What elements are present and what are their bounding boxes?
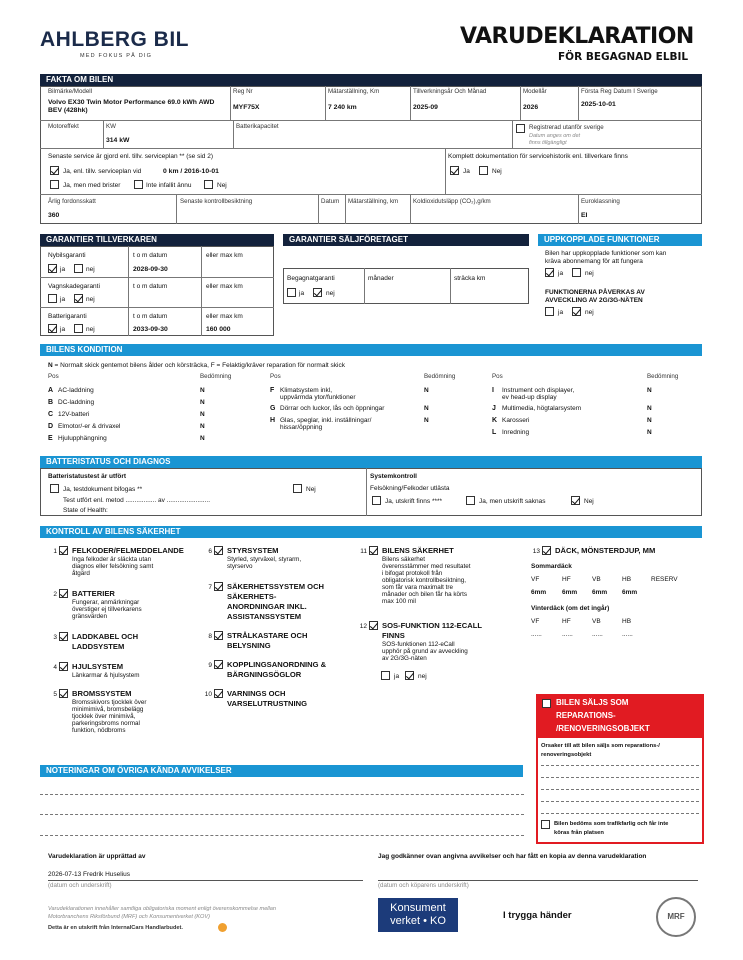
check-item-5-title: BROMSSYSTEM bbox=[72, 689, 132, 698]
check-item-13-checkbox[interactable] bbox=[542, 546, 551, 555]
new-date-value: 2028-09-30 bbox=[133, 266, 168, 273]
inspection-date-label: Datum bbox=[321, 198, 340, 205]
winter-tire-col-vf: VF bbox=[531, 618, 540, 625]
battery-method: Test utfört enl. metod ................. av ........................ bbox=[63, 497, 211, 504]
check-item-1-title: FELKODER/FELMEDDELANDE bbox=[72, 546, 184, 555]
check-item-4-desc-1: Länkarmar & hjulsystem bbox=[72, 672, 140, 679]
repair-object-checkbox[interactable] bbox=[542, 699, 551, 708]
check-item-11-desc-5: som får vara maximalt tre bbox=[382, 584, 454, 591]
condition-rating-j: N bbox=[647, 405, 652, 412]
check-item-8-title: STRÅLKASTARE OCH bbox=[227, 631, 308, 640]
pos-label-2: Pos bbox=[270, 373, 281, 380]
new-warranty-no[interactable] bbox=[74, 264, 83, 273]
tax-label: Årlig fordonsskatt bbox=[48, 198, 96, 205]
condition-item-b: DC-laddning bbox=[58, 399, 95, 406]
used-warranty-yes[interactable] bbox=[287, 288, 296, 297]
notes-line-2[interactable] bbox=[40, 814, 524, 815]
body-km-label: eller max km bbox=[206, 283, 243, 290]
rating-label-1: Bedömning bbox=[200, 373, 232, 380]
check-item-6-desc-1: Styrled, styrväxel, styrarm, bbox=[227, 556, 302, 563]
prepared-label: Varudeklaration är upprättad av bbox=[48, 853, 146, 860]
new-warranty-yes-label: ja bbox=[60, 266, 66, 273]
check-item-10-checkbox[interactable] bbox=[214, 689, 223, 698]
check-number-7: 7 bbox=[208, 584, 212, 591]
condition-pos-g: G bbox=[270, 405, 276, 412]
connected-q2: FUNKTIONERNA PÅVERKAS AV bbox=[545, 289, 645, 296]
condition-rating-h: N bbox=[424, 417, 429, 424]
repair-title-1: BILEN SÄLJS SOM bbox=[556, 698, 629, 707]
network-no[interactable] bbox=[572, 307, 581, 316]
kv-line-1: Konsument bbox=[390, 902, 446, 914]
new-warranty-no-label: nej bbox=[86, 266, 95, 273]
summer-tire-value-hb: 6mm bbox=[622, 589, 638, 596]
check-item-1-checkbox[interactable] bbox=[59, 546, 68, 555]
kondition-legend: N = Normalt skick gentemot bilens ålder och körsträcka, F = Felaktig/kräver reparation för normalt skick bbox=[48, 362, 345, 369]
check-item-7-title-4: ASSISTANSSYSTEM bbox=[227, 612, 302, 621]
network-yes-label: ja bbox=[558, 309, 564, 316]
co2-label: Koldioxidutsläpp (CO₂),g/km bbox=[413, 198, 491, 205]
check-number-5: 5 bbox=[53, 691, 57, 698]
check-item-2-checkbox[interactable] bbox=[59, 589, 68, 598]
condition-item-h-line2: hissar/öppning bbox=[280, 424, 323, 431]
battery-test-no-label: Nej bbox=[306, 486, 316, 493]
service-notdue-checkbox[interactable] bbox=[134, 180, 143, 189]
check-item-12-desc-1: SOS-funktionen 112-eCall bbox=[382, 641, 455, 648]
abroad-note: Datum anges om det bbox=[529, 133, 581, 139]
winter-tire-value-hb: ...... bbox=[622, 631, 633, 638]
body-date-label: t o m datum bbox=[133, 283, 168, 290]
inspection-label: Senaste kontrollbesiktning bbox=[180, 198, 253, 205]
winter-tire-col-hb: HB bbox=[622, 618, 632, 625]
sys-no[interactable] bbox=[571, 496, 580, 505]
kontroll-heading: KONTROLL AV BILENS SÄKERHET bbox=[40, 526, 702, 538]
ecall-yes[interactable] bbox=[381, 671, 390, 680]
sys-yes-label: Ja, utskrift finns **** bbox=[385, 498, 443, 505]
new-warranty-yes[interactable] bbox=[48, 264, 57, 273]
check-item-5-desc-5: funktion, nödbroms bbox=[72, 727, 126, 734]
check-number-10: 10 bbox=[204, 691, 212, 698]
disclaimer-2: Motorbranchens Riksförbund (MRF) och Konsumentverket (KOV) bbox=[48, 914, 210, 920]
battery-health: State of Health: bbox=[63, 507, 108, 514]
sys-partial[interactable] bbox=[466, 496, 475, 505]
winter-tire-value-hf: ...... bbox=[562, 631, 573, 638]
body-warranty-no[interactable] bbox=[74, 294, 83, 303]
service-no-checkbox[interactable] bbox=[204, 180, 213, 189]
check-item-5-desc-3: tjocklek över minimivå, bbox=[72, 713, 136, 720]
reg-value: MYF75X bbox=[233, 104, 260, 111]
check-item-5-desc-1: Bromsskivors tjocklek över bbox=[72, 699, 147, 706]
condition-item-h: Glas, speglar, inkl. inställningar/ bbox=[280, 417, 372, 424]
abroad-note-2: finns tillgängligt bbox=[529, 140, 567, 146]
fakta-heading: FAKTA OM BILEN bbox=[40, 74, 702, 86]
summer-tire-col-hb: HB bbox=[622, 576, 632, 583]
summer-tire-col-hf: HF bbox=[562, 576, 571, 583]
condition-item-c: 12V-batteri bbox=[58, 411, 90, 418]
kw-label: KW bbox=[106, 123, 116, 130]
condition-pos-i: I bbox=[492, 387, 494, 394]
body-warranty-label: Vagnskadegaranti bbox=[48, 283, 100, 290]
months-label: månader bbox=[368, 275, 394, 282]
year-label: Tillverkningsår Och Månad bbox=[413, 88, 487, 95]
battery-test-no[interactable] bbox=[293, 484, 302, 493]
sys-partial-label: Ja, men utskrift saknas bbox=[479, 498, 546, 505]
condition-item-f: Klimatsystem inkl, bbox=[280, 387, 333, 394]
service-yes-checkbox[interactable] bbox=[50, 166, 59, 175]
condition-rating-f: N bbox=[424, 387, 429, 394]
euro-value: EI bbox=[581, 212, 588, 219]
battery-warranty-no-label: nej bbox=[86, 326, 95, 333]
check-item-4-title: HJULSYSTEM bbox=[72, 662, 124, 671]
condition-pos-e: E bbox=[48, 435, 53, 442]
check-item-11-desc-4: obligatorisk kontrollbesiktning, bbox=[382, 577, 467, 584]
reg-label: Reg Nr bbox=[233, 88, 253, 95]
battery-test-yes[interactable] bbox=[50, 484, 59, 493]
check-item-1-desc-2: diagnos eller felsökning samt bbox=[72, 563, 154, 570]
condition-pos-h: H bbox=[270, 417, 276, 424]
check-item-11-desc-7: max 100 mil bbox=[382, 598, 416, 605]
check-number-3: 3 bbox=[53, 634, 57, 641]
check-item-10-title-2: VARSELUTRUSTNING bbox=[227, 699, 308, 708]
kw-value: 314 kW bbox=[106, 137, 130, 144]
condition-pos-c: C bbox=[48, 411, 54, 418]
check-item-3-checkbox[interactable] bbox=[59, 632, 68, 641]
power-label: Motoreffekt bbox=[48, 123, 79, 130]
notes-line-3[interactable] bbox=[40, 835, 524, 836]
check-number-9: 9 bbox=[208, 662, 212, 669]
notes-line-1[interactable] bbox=[40, 794, 524, 795]
condition-item-l: Inredning bbox=[502, 429, 530, 436]
approve-label: Jag godkänner ovan angivna avvikelser och har fått en kopia av denna varudeklaration bbox=[378, 853, 647, 860]
battery-km-value: 160 000 bbox=[206, 326, 231, 333]
disclaimer-1: Varudeklarationen innehåller samtliga obligatoriska moment enligt överenskommelse mellan bbox=[48, 906, 277, 912]
check-item-5-desc-4: parkeringsbroms normal bbox=[72, 720, 140, 727]
batteri-heading: BATTERISTATUS OCH DIAGNOS bbox=[40, 456, 702, 468]
check-item-1-desc-3: åtgärd bbox=[72, 570, 90, 577]
check-item-13-title: DÄCK, MÖNSTERDJUP, MM bbox=[555, 546, 656, 555]
modelyear-value: 2026 bbox=[523, 104, 539, 111]
system-check-label: Systemkontroll bbox=[370, 473, 417, 480]
euro-label: Euroklassning bbox=[581, 198, 620, 205]
battery-test-label: Batteristatustest är utfört bbox=[48, 473, 127, 480]
battery-date-value: 2033-09-30 bbox=[133, 326, 168, 333]
condition-pos-l: L bbox=[492, 429, 497, 436]
battery-km-label: eller max km bbox=[206, 313, 243, 320]
kv-line-2: verket • KO bbox=[390, 915, 446, 927]
check-item-11-desc-2: överensstämmer med resultatet bbox=[382, 563, 471, 570]
condition-item-d: Elmotor/-er & drivaxel bbox=[58, 423, 121, 430]
check-item-9-title-2: BÄRGNINGSÖGLOR bbox=[227, 670, 302, 679]
model-value: Volvo EX30 Twin Motor Performance 69.0 kWh AWD BEV (428hk) bbox=[48, 99, 215, 114]
condition-rating-i: N bbox=[647, 387, 652, 394]
battery-date-label: t o m datum bbox=[133, 313, 168, 320]
used-warranty-no[interactable] bbox=[313, 288, 322, 297]
check-number-6: 6 bbox=[208, 548, 212, 555]
summer-tire-value-hf: 6mm bbox=[562, 589, 578, 596]
new-date-label: t o m datum bbox=[133, 252, 168, 259]
check-item-11-desc-6: månader och bilen får ha körts bbox=[382, 591, 468, 598]
body-warranty-yes-label: ja bbox=[60, 296, 66, 303]
check-item-12-title-2: FINNS bbox=[382, 631, 405, 640]
body-warranty-no-label: nej bbox=[86, 296, 95, 303]
sys-no-label: Nej bbox=[584, 498, 594, 505]
doc-no-label: Nej bbox=[492, 168, 502, 175]
condition-rating-g: N bbox=[424, 405, 429, 412]
summer-tire-col-vf: VF bbox=[531, 576, 540, 583]
doc-yes-label: Ja bbox=[463, 168, 470, 175]
condition-item-k: Karosseri bbox=[502, 417, 530, 424]
approve-sub: (datum och köparens underskrift) bbox=[378, 882, 469, 889]
complete-doc-label: Komplett dokumentation för servicehistorik enl. tillverkare finns bbox=[448, 153, 628, 160]
service-partial-checkbox[interactable] bbox=[50, 180, 59, 189]
condition-pos-f: F bbox=[270, 387, 275, 394]
check-item-7-title-2: SÄKERHETS- bbox=[227, 592, 277, 601]
abroad-checkbox[interactable] bbox=[516, 124, 525, 133]
modelyear-label: Modellår bbox=[523, 88, 547, 95]
connected-yes[interactable] bbox=[545, 268, 554, 277]
check-item-2-desc-1: Fungerar, anmärkningar bbox=[72, 599, 140, 606]
connected-no-label: nej bbox=[585, 270, 594, 277]
network-yes[interactable] bbox=[545, 307, 554, 316]
year-value: 2025-09 bbox=[413, 104, 438, 111]
used-warranty-yes-label: ja bbox=[299, 290, 305, 297]
check-item-12-checkbox[interactable] bbox=[369, 621, 378, 630]
check-item-9-title: KOPPLINGSANORDNING & bbox=[227, 660, 327, 669]
printed-note: Detta är en utskrift från InternalCars Handlarbudet. bbox=[48, 925, 183, 931]
ecall-yes-label: ja bbox=[394, 673, 400, 680]
check-item-11-title: BILENS SÄKERHET bbox=[382, 546, 454, 555]
condition-item-e: Hjulupphängning bbox=[58, 435, 107, 442]
condition-rating-e: N bbox=[200, 435, 205, 442]
winter-tire-col-hf: HF bbox=[562, 618, 571, 625]
condition-pos-k: K bbox=[492, 417, 498, 424]
service-yes-label: Ja, enl. tillv. serviceplan vid bbox=[63, 168, 142, 175]
unsafe-checkbox[interactable] bbox=[541, 820, 550, 829]
prepared-value: 2026-07-13 Fredrik Huselius bbox=[48, 871, 131, 878]
rating-label-2: Bedömning bbox=[424, 373, 456, 380]
summer-tire-col-vb: VB bbox=[592, 576, 601, 583]
repair-reason-2: renoveringsobjekt bbox=[541, 752, 592, 758]
condition-pos-a: A bbox=[48, 387, 54, 394]
winter-tire-col-vb: VB bbox=[592, 618, 601, 625]
condition-rating-b: N bbox=[200, 399, 205, 406]
garanti-tillv-heading: GARANTIER TILLVERKAREN bbox=[40, 234, 274, 246]
check-number-2: 2 bbox=[53, 591, 57, 598]
inspection-mileage-label: Mätarställning, km bbox=[348, 198, 399, 205]
check-item-12-desc-2: upphör på grund av avveckling bbox=[382, 648, 468, 655]
check-item-10-title: VARNINGS OCH bbox=[227, 689, 286, 698]
summer-tire-value-vb: 6mm bbox=[592, 589, 608, 596]
mrf-seal-text: MRF bbox=[667, 912, 685, 921]
service-partial-label: Ja, men med brister bbox=[63, 182, 121, 189]
brand-tagline: MED FOKUS PÅ DIG bbox=[80, 53, 153, 59]
check-item-5-checkbox[interactable] bbox=[59, 689, 68, 698]
check-item-8-checkbox[interactable] bbox=[214, 631, 223, 640]
connected-no[interactable] bbox=[572, 268, 581, 277]
battery-warranty-no[interactable] bbox=[74, 324, 83, 333]
unsafe-text-2: köras från platsen bbox=[554, 830, 604, 836]
condition-pos-b: B bbox=[48, 399, 54, 406]
service-yes-value: 0 km / 2016-10-01 bbox=[163, 168, 219, 175]
doc-no-checkbox[interactable] bbox=[479, 166, 488, 175]
condition-rating-k: N bbox=[647, 417, 652, 424]
winter-tire-label: Vinterdäck (om det ingår) bbox=[531, 605, 610, 612]
condition-item-f-line2: uppvärmda ytor/funktioner bbox=[280, 394, 356, 401]
check-item-8-title-2: BELYSNING bbox=[227, 641, 271, 650]
unsafe-text-1: Bilen bedöms som trafikfarlig och får inte bbox=[554, 821, 669, 827]
connected-q1b: kräva abonnemang för att fungera bbox=[545, 258, 643, 265]
abroad-label: Registrerad utanför sverige bbox=[529, 124, 604, 131]
connected-yes-label: ja bbox=[558, 270, 564, 277]
repair-title-2: REPARATIONS- bbox=[556, 711, 616, 720]
check-number-12: 12 bbox=[359, 623, 367, 630]
check-item-2-desc-2: överstiger ej tillverkarens bbox=[72, 606, 142, 613]
body-warranty-yes[interactable] bbox=[48, 294, 57, 303]
condition-rating-l: N bbox=[647, 429, 652, 436]
new-km-label: eller max km bbox=[206, 252, 243, 259]
kondition-heading: BILENS KONDITION bbox=[40, 344, 702, 356]
check-item-11-checkbox[interactable] bbox=[369, 546, 378, 555]
repair-title-3: /RENOVERINGSOBJEKT bbox=[556, 724, 650, 733]
check-item-12-title: SOS-FUNKTION 112-ECALL bbox=[382, 621, 482, 630]
summer-tire-label: Sommardäck bbox=[531, 563, 572, 570]
service-no-label: Nej bbox=[217, 182, 227, 189]
pos-label-3: Pos bbox=[492, 373, 503, 380]
check-item-7-title-3: ANORDNINGAR INKL. bbox=[227, 602, 307, 611]
summer-tire-col-reserv: RESERV bbox=[651, 576, 678, 583]
check-item-1-desc-1: Inga felkoder är släckta utan bbox=[72, 556, 152, 563]
mrf-seal-icon bbox=[656, 897, 696, 937]
check-number-11: 11 bbox=[360, 548, 367, 555]
check-item-6-checkbox[interactable] bbox=[214, 546, 223, 555]
check-item-4-checkbox[interactable] bbox=[59, 662, 68, 671]
check-item-11-desc-1: Bilens säkerhet bbox=[382, 556, 426, 563]
used-warranty-no-label: nej bbox=[326, 290, 335, 297]
condition-item-g: Dörrar och luckor, lås och öppningar bbox=[280, 405, 385, 412]
printed-icon bbox=[218, 923, 227, 932]
prepared-sub: (datum och underskrift) bbox=[48, 882, 112, 889]
check-number-8: 8 bbox=[208, 633, 212, 640]
condition-item-i-line2: ev head-up display bbox=[502, 394, 557, 401]
check-item-6-title: STYRSYSTEM bbox=[227, 546, 279, 555]
page-title: VARUDEKLARATION bbox=[460, 24, 694, 49]
check-item-2-desc-3: gränsvärden bbox=[72, 613, 108, 620]
condition-pos-j: J bbox=[492, 405, 496, 412]
doc-yes-checkbox[interactable] bbox=[450, 166, 459, 175]
tax-value: 360 bbox=[48, 212, 60, 219]
battery-warranty-yes-label: ja bbox=[60, 326, 66, 333]
check-item-7-checkbox[interactable] bbox=[214, 582, 223, 591]
condition-item-j: Multimedia, högtalarsystem bbox=[502, 405, 582, 412]
check-number-1: 1 bbox=[53, 548, 57, 555]
system-check-sub: Felsökning/Felkoder utlästa bbox=[370, 485, 450, 492]
pos-label-1: Pos bbox=[48, 373, 59, 380]
sys-yes[interactable] bbox=[372, 496, 381, 505]
distance-label: sträcka km bbox=[454, 275, 486, 282]
check-item-5-desc-2: minimimivå, bromsbelägg bbox=[72, 706, 144, 713]
check-number-13: 13 bbox=[532, 548, 540, 555]
check-item-3-title: LADDKABEL OCH bbox=[72, 632, 139, 641]
check-item-3-title-2: LADDSYSTEM bbox=[72, 642, 125, 651]
condition-item-a: AC-laddning bbox=[58, 387, 94, 394]
condition-rating-d: N bbox=[200, 423, 205, 430]
ecall-no[interactable] bbox=[405, 671, 414, 680]
check-item-2-title: BATTERIER bbox=[72, 589, 115, 598]
ecall-no-label: nej bbox=[418, 673, 427, 680]
mileage-value: 7 240 km bbox=[328, 104, 357, 111]
service-notdue-label: Inte infallit ännu bbox=[146, 182, 192, 189]
check-item-7-title: SÄKERHETSSYSTEM OCH bbox=[227, 582, 325, 591]
winter-tire-value-vf: ...... bbox=[531, 631, 542, 638]
model-label: Bilmärke/Modell bbox=[48, 88, 93, 95]
winter-tire-value-vb: ...... bbox=[592, 631, 603, 638]
firstreg-label: Första Reg Datum I Sverige bbox=[581, 88, 658, 95]
condition-pos-d: D bbox=[48, 423, 54, 430]
battery-warranty-label: Batterigaranti bbox=[48, 313, 87, 320]
service-label: Senaste service är gjord enl. tillv. serviceplan ** (se sid 2) bbox=[48, 153, 213, 160]
mileage-label: Mätarställning, Km bbox=[328, 88, 380, 95]
check-item-11-desc-3: i bifogat protokoll från bbox=[382, 570, 443, 577]
rating-label-3: Bedömning bbox=[647, 373, 679, 380]
firstreg-value: 2025-10-01 bbox=[581, 101, 616, 108]
check-item-12-desc-3: av 2G/3G-näten bbox=[382, 655, 427, 662]
garanti-salj-heading: GARANTIER SÄLJFÖRETAGET bbox=[283, 234, 529, 246]
check-item-6-desc-2: styrservo bbox=[227, 563, 253, 570]
new-warranty-label: Nybilsgaranti bbox=[48, 252, 86, 259]
konsumentverket-logo bbox=[378, 898, 458, 932]
connected-q2b: AVVECKLING AV 2G/3G-NÄTEN bbox=[545, 297, 643, 304]
check-number-4: 4 bbox=[53, 664, 57, 671]
trygga-text: I trygga händer bbox=[503, 910, 572, 921]
summer-tire-value-vf: 6mm bbox=[531, 589, 547, 596]
used-warranty-label: Begagnatgaranti bbox=[287, 275, 335, 282]
battery-test-yes-label: Ja, testdokument bifogas ** bbox=[63, 486, 143, 493]
condition-rating-c: N bbox=[200, 411, 205, 418]
condition-rating-a: N bbox=[200, 387, 205, 394]
battery-warranty-yes[interactable] bbox=[48, 324, 57, 333]
connected-q1: Bilen har uppkopplade funktioner som kan bbox=[545, 250, 667, 257]
battery-capacity-label: Batterikapacitet bbox=[236, 123, 279, 130]
brand-logo: AHLBERG BIL bbox=[40, 28, 189, 51]
noteringar-heading: NOTERINGAR OM ÖVRIGA KÄNDA AVVIKELSER bbox=[40, 765, 523, 777]
page-subtitle: FÖR BEGAGNAD ELBIL bbox=[558, 51, 689, 63]
condition-item-i: Instrument och displayer, bbox=[502, 387, 575, 394]
uppkopplade-heading: UPPKOPPLADE FUNKTIONER bbox=[538, 234, 702, 246]
repair-reason-1: Orsaker till att bilen säljs som reparations-/ bbox=[541, 743, 660, 749]
network-no-label: nej bbox=[585, 309, 594, 316]
check-item-9-checkbox[interactable] bbox=[214, 660, 223, 669]
